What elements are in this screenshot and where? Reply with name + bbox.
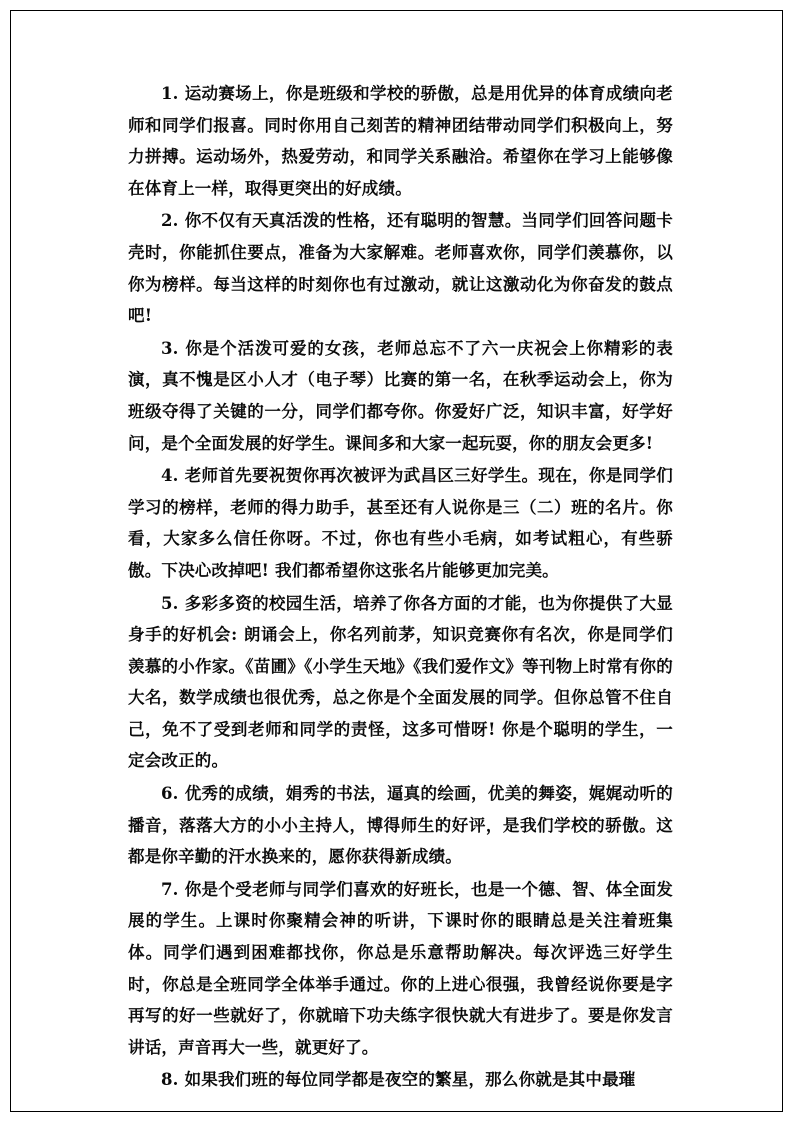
paragraph: 4. 老师首先要祝贺你再次被评为武昌区三好学生。现在，你是同学们学习的榜样，老师的得力助手，甚至还有人说你是三（二）班的名片。你看，大家多么信任你呀。不过，你也有些小毛病，如考试粗心，有些骄傲。下决心改掉吧! 我们都希望你这张名片能够更加完美。: [128, 466, 673, 580]
paragraph: 2. 你不仅有天真活泼的性格，还有聪明的智慧。当同学们回答问题卡壳时，你能抓住要点，准备为大家解难。老师喜欢你，同学们羡慕你，以你为榜样。每当这样的时刻你也有过激动，就让这激动化为你奋发的鼓点吧!: [128, 211, 673, 326]
paragraph: 5. 多彩多资的校园生活，培养了你各方面的才能，也为你提供了大显身手的好机会: 朗诵会上，你名列前茅，知识竞赛你有名次，你是同学们羡慕的小作家。《苗圃》《小学生天地》《我们爱作文》等刊物上时常有你的大名，数学成绩也很优秀，总之你是个全面发展的同学。但你总管不住自己，免不了受到老师和同学的责怪，这多可惜呀! 你是个聪明的学生，一定会改正的。: [128, 593, 673, 771]
paragraph: 8. 如果我们班的每位同学都是夜空的繁星，那么你就是其中最璀: [161, 1070, 636, 1090]
paragraph: 7. 你是个受老师与同学们喜欢的好班长，也是一个德、智、体全面发展的学生。上课时你聚精会神的听讲，下课时你的眼睛总是关注着班集体。同学们遇到困难都找你，你总是乐意帮助解决。每次评选三好学生时，你总是全班同学全体举手通过。你的上进心很强，我曾经说你要是字再写的好一些就好了，你就暗下功夫练字很快就大有进步了。要是你发言讲话，声音再大一些，就更好了。: [128, 879, 673, 1057]
paragraph: 3. 你是个活泼可爱的女孩，老师总忘不了六一庆祝会上你精彩的表演，真不愧是区小人才（电子琴）比赛的第一名，在秋季运动会上，你为班级夺得了关键的一分，同学们都夸你。你爱好广泛，知识丰富，好学好问，是个全面发展的好学生。课间多和大家一起玩耍，你的朋友会更多!: [128, 338, 673, 453]
document-body: [128, 78, 673, 1097]
paragraph: 6. 优秀的成绩，娟秀的书法，逼真的绘画，优美的舞姿，娓娓动听的播音，落落大方的小小主持人，博得师生的好评，是我们学校的骄傲。这都是你辛勤的汗水换来的，愿你获得新成绩。: [128, 784, 673, 867]
paragraph: 1. 运动赛场上，你是班级和学校的骄傲，总是用优异的体育成绩向老师和同学们报喜。同时你用自己刻苦的精神团结带动同学们积极向上，努力拼搏。运动场外，热爱劳动，和同学关系融洽。希望你在学习上能够像在体育上一样，取得更突出的好成绩。: [128, 84, 673, 198]
